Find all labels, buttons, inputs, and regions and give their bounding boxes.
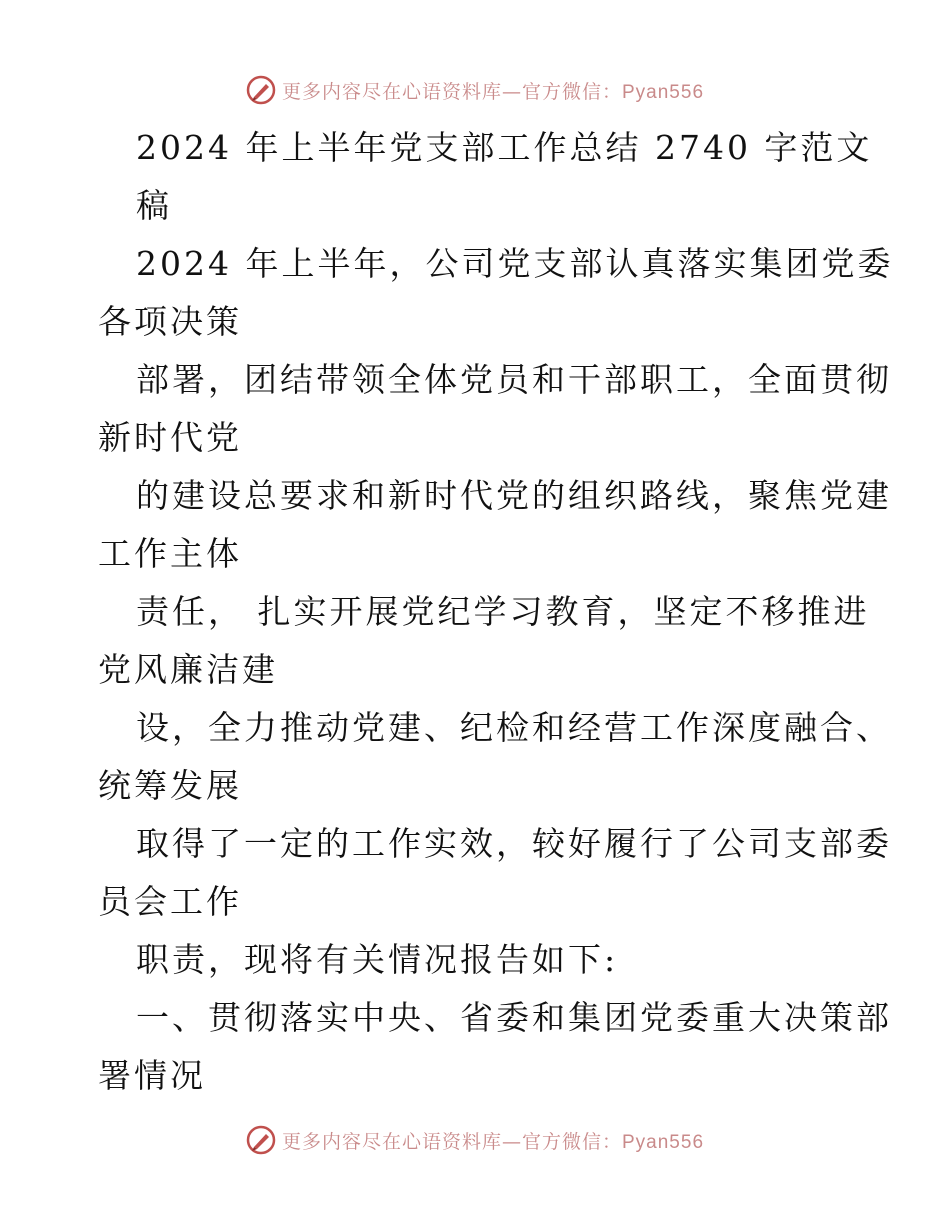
pen-logo-icon bbox=[246, 1125, 276, 1155]
paragraph-line: 职责，现将有关情况报告如下: bbox=[136, 940, 619, 979]
header-banner bbox=[0, 70, 950, 110]
title-line-1: 2024 年上半年党支部工作总结 2740 字范文 bbox=[136, 128, 873, 167]
footer-banner-id: Pyan556 bbox=[622, 1131, 705, 1153]
header-banner-id: Pyan556 bbox=[622, 81, 705, 103]
section-heading-line-2: 署情况 bbox=[98, 1056, 206, 1095]
title-line-2: 稿 bbox=[136, 186, 172, 225]
paragraph-line: 各项决策 bbox=[98, 302, 242, 341]
section-heading-line-1: 一、贯彻落实中央、省委和集团党委重大决策部 bbox=[136, 998, 892, 1037]
paragraph-line: 工作主体 bbox=[98, 534, 242, 573]
paragraph-line: 设，全力推动党建、纪检和经营工作深度融合、 bbox=[136, 708, 892, 747]
pen-logo-icon bbox=[246, 75, 276, 105]
paragraph-line: 的建设总要求和新时代党的组织路线，聚焦党建 bbox=[136, 476, 892, 515]
paragraph-line: 统筹发展 bbox=[98, 766, 242, 805]
footer-banner-text bbox=[282, 1127, 704, 1154]
paragraph-line: 2024 年上半年，公司党支部认真落实集团党委 bbox=[136, 244, 894, 283]
paragraph-line: 责任， 扎实开展党纪学习教育，坚定不移推进 bbox=[136, 592, 870, 631]
paragraph-line: 部署，团结带领全体党员和干部职工，全面贯彻 bbox=[136, 360, 892, 399]
footer-banner-label: 更多内容尽在心语资料库—官方微信： bbox=[281, 1130, 622, 1153]
paragraph-line: 员会工作 bbox=[98, 882, 242, 921]
paragraph-line: 新时代党 bbox=[98, 418, 242, 457]
header-banner-text bbox=[282, 77, 704, 104]
footer-banner bbox=[0, 1120, 950, 1160]
header-banner-label: 更多内容尽在心语资料库—官方微信： bbox=[281, 80, 622, 103]
paragraph-line: 取得了一定的工作实效，较好履行了公司支部委 bbox=[136, 824, 892, 863]
paragraph-line: 党风廉洁建 bbox=[98, 650, 278, 689]
